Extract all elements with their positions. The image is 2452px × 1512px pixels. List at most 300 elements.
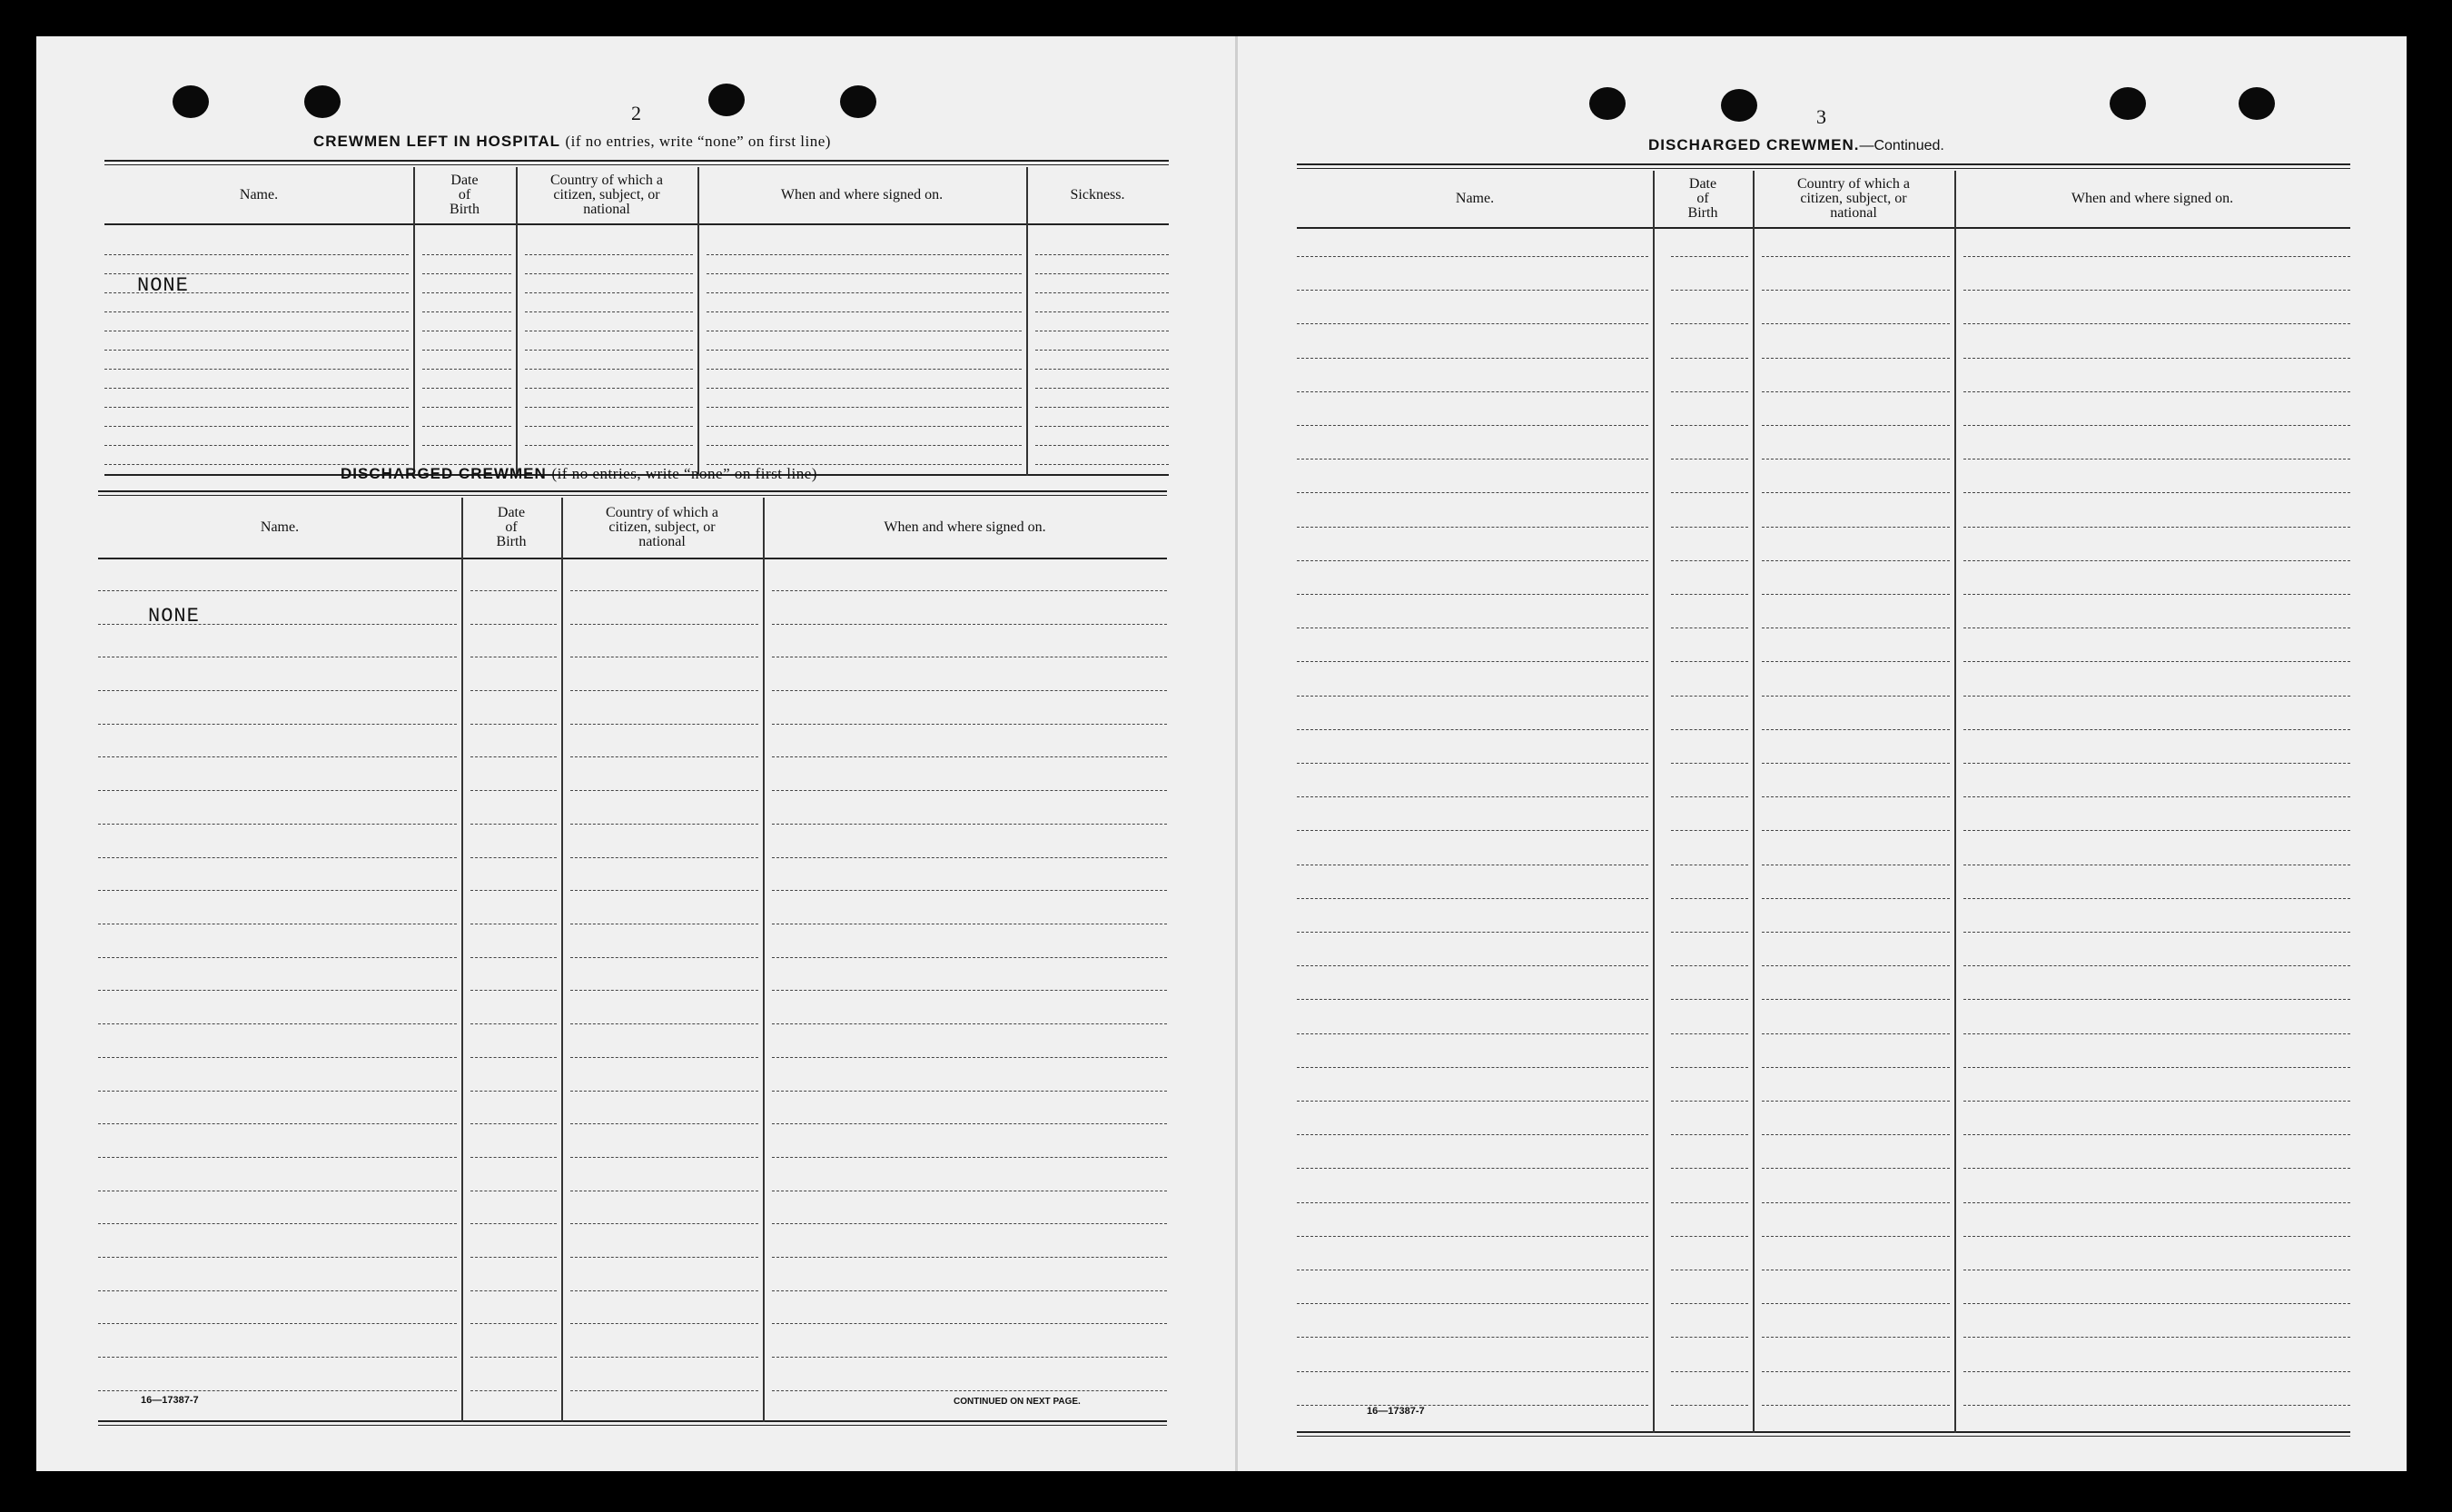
ruled-line (470, 624, 557, 625)
ruled-line (98, 624, 457, 625)
discharged-table-right (1297, 163, 2350, 1435)
ruled-line (470, 724, 557, 725)
ruled-line (1671, 796, 1748, 797)
ruled-line (1963, 1202, 2350, 1203)
ruled-line (1671, 965, 1748, 966)
punch-hole-2 (304, 85, 341, 118)
ruled-line (1671, 661, 1748, 662)
ruled-line (570, 1390, 758, 1391)
discharged-section-title (341, 465, 817, 483)
ruled-line (1963, 560, 2350, 561)
ruled-line (104, 350, 409, 351)
discharged-right-header-signed-on: When and where signed on. (2071, 191, 2234, 206)
ruled-line (1297, 1168, 1648, 1169)
ruled-line (707, 350, 1022, 351)
ruled-line (1762, 391, 1950, 392)
punch-hole-5 (1589, 87, 1626, 120)
ruled-line (1963, 391, 2350, 392)
ruled-line (1297, 796, 1648, 797)
ruled-line (98, 1223, 457, 1224)
form-number-right: 16—17387-7 (1367, 1406, 1425, 1417)
ruled-line (1963, 425, 2350, 426)
ruled-line (470, 824, 557, 825)
ruled-line (525, 273, 693, 274)
ruled-line (570, 824, 758, 825)
form-number-left: 16—17387-7 (141, 1395, 199, 1406)
ruled-line (570, 1057, 758, 1058)
ruled-line (1762, 256, 1950, 257)
ruled-line (1762, 1337, 1950, 1338)
ruled-line (772, 690, 1167, 691)
ruled-line (1297, 560, 1648, 561)
ruled-line (1671, 290, 1748, 291)
ruled-line (470, 1223, 557, 1224)
ruled-line (1671, 729, 1748, 730)
ruled-line (104, 445, 409, 446)
ruled-line (470, 1257, 557, 1258)
ruled-line (1297, 1303, 1648, 1304)
ruled-line (1297, 1067, 1648, 1068)
ruled-line (1297, 459, 1648, 460)
ruled-line (570, 724, 758, 725)
ruled-line (570, 1290, 758, 1291)
discharged-right-dob-line3: Birth (1687, 205, 1718, 221)
ruled-line (1963, 796, 2350, 797)
page-fold (1235, 36, 1238, 1471)
ruled-line (1963, 358, 2350, 359)
ruled-line (422, 311, 511, 312)
ruled-line (98, 1091, 457, 1092)
ruled-line (570, 1123, 758, 1124)
page-number-left: 2 (631, 102, 641, 124)
ruled-line (1963, 1371, 2350, 1372)
ruled-line (470, 590, 557, 591)
discharged-left-country-line2: citizen, subject, or (608, 519, 716, 535)
ruled-line (1297, 1236, 1648, 1237)
ruled-line (470, 756, 557, 757)
ruled-line (104, 273, 409, 274)
ruled-line (570, 957, 758, 958)
discharged-right-country-line2: citizen, subject, or (1800, 191, 1907, 206)
ruled-line (772, 590, 1167, 591)
hospital-dash-rows (104, 160, 1169, 478)
ruled-line (1671, 1202, 1748, 1203)
ruled-line (470, 790, 557, 791)
ruled-line (1671, 1168, 1748, 1169)
ruled-line (1671, 1236, 1748, 1237)
hospital-header-signed-on: When and where signed on. (780, 187, 944, 203)
ruled-line (570, 990, 758, 991)
ruled-line (1035, 426, 1169, 427)
ruled-line (525, 407, 693, 408)
ruled-line (772, 1323, 1167, 1324)
ruled-line (98, 824, 457, 825)
ruled-line (1762, 594, 1950, 595)
discharged-title-text: DISCHARGED CREWMEN (341, 465, 547, 482)
hospital-title-text: CREWMEN LEFT IN HOSPITAL (313, 133, 560, 150)
ruled-line (772, 1091, 1167, 1092)
ruled-line (104, 254, 409, 255)
ruled-line (1963, 763, 2350, 764)
ruled-line (772, 990, 1167, 991)
right-section-title (1648, 136, 1944, 154)
ruled-line (570, 1323, 758, 1324)
ruled-line (1671, 1405, 1748, 1406)
ruled-line (470, 1023, 557, 1024)
ruled-line (1671, 1337, 1748, 1338)
ruled-line (570, 790, 758, 791)
ruled-line (1963, 1033, 2350, 1034)
ruled-line (772, 724, 1167, 725)
ruled-line (570, 690, 758, 691)
ruled-line (707, 254, 1022, 255)
right-title-continued: —Continued. (1859, 138, 1944, 153)
ruled-line (422, 254, 511, 255)
ruled-line (707, 426, 1022, 427)
punch-hole-7 (2110, 87, 2146, 120)
ruled-line (1297, 1134, 1648, 1135)
ruled-line (1297, 391, 1648, 392)
ruled-line (772, 1290, 1167, 1291)
ruled-line (1297, 661, 1648, 662)
ruled-line (1762, 999, 1950, 1000)
ruled-line (1297, 1101, 1648, 1102)
hospital-table (104, 160, 1169, 478)
ruled-line (1671, 1371, 1748, 1372)
ruled-line (570, 1357, 758, 1358)
ruled-line (104, 292, 409, 293)
ruled-line (470, 1323, 557, 1324)
ruled-line (1671, 1033, 1748, 1034)
hospital-instruction: (if no entries, write “none” on first line) (565, 133, 831, 150)
ruled-line (1035, 407, 1169, 408)
ruled-line (1297, 358, 1648, 359)
ruled-line (98, 1323, 457, 1324)
ruled-line (470, 1057, 557, 1058)
ruled-line (1035, 350, 1169, 351)
ruled-line (1963, 696, 2350, 697)
ruled-line (1762, 763, 1950, 764)
ruled-line (1297, 696, 1648, 697)
ruled-line (98, 1357, 457, 1358)
discharged-left-dob-line3: Birth (496, 534, 527, 549)
ruled-line (1671, 696, 1748, 697)
ruled-line (707, 445, 1022, 446)
ruled-line (1762, 1202, 1950, 1203)
ruled-line (1963, 1405, 2350, 1406)
discharged-right-dob-line1: Date (1688, 176, 1717, 192)
ruled-line (1762, 560, 1950, 561)
ruled-line (772, 1223, 1167, 1224)
ruled-line (1762, 1033, 1950, 1034)
ruled-line (1963, 527, 2350, 528)
ruled-line (525, 292, 693, 293)
ruled-line (1762, 1405, 1950, 1406)
ruled-line (1035, 388, 1169, 389)
hospital-section-title (313, 133, 831, 151)
ruled-line (1671, 256, 1748, 257)
ruled-line (1963, 1134, 2350, 1135)
hospital-dob-line2: of (458, 187, 471, 203)
ruled-line (1297, 830, 1648, 831)
ruled-line (1963, 830, 2350, 831)
hospital-country-line3: national (583, 202, 630, 217)
discharged-instruction: (if no entries, write “none” on first line) (551, 465, 817, 482)
ruled-line (104, 311, 409, 312)
ruled-line (570, 624, 758, 625)
ruled-line (772, 1023, 1167, 1024)
page-number-right: 3 (1816, 105, 1826, 128)
ruled-line (1963, 594, 2350, 595)
ruled-line (470, 1091, 557, 1092)
ruled-line (1671, 459, 1748, 460)
ruled-line (470, 1357, 557, 1358)
ruled-line (1671, 391, 1748, 392)
ruled-line (470, 1290, 557, 1291)
punch-hole-8 (2239, 87, 2275, 120)
ruled-line (1963, 932, 2350, 933)
ruled-line (98, 857, 457, 858)
ruled-line (98, 1057, 457, 1058)
ruled-line (1671, 425, 1748, 426)
ruled-line (1297, 425, 1648, 426)
ruled-line (1963, 459, 2350, 460)
ruled-line (1762, 527, 1950, 528)
ruled-line (98, 1123, 457, 1124)
ruled-line (1963, 999, 2350, 1000)
ruled-line (1671, 763, 1748, 764)
ruled-line (98, 590, 457, 591)
ruled-line (707, 407, 1022, 408)
ruled-line (98, 724, 457, 725)
ruled-line (1762, 830, 1950, 831)
discharged-left-country-line1: Country of which a (606, 505, 718, 520)
ruled-line (1297, 729, 1648, 730)
ruled-line (525, 369, 693, 370)
ruled-line (1297, 1202, 1648, 1203)
ruled-line (1762, 898, 1950, 899)
ruled-line (525, 388, 693, 389)
ruled-line (1297, 492, 1648, 493)
ruled-line (1297, 932, 1648, 933)
ruled-line (525, 254, 693, 255)
ruled-line (1035, 369, 1169, 370)
hospital-header-name: Name. (239, 187, 279, 203)
ruled-line (422, 292, 511, 293)
ruled-line (1035, 311, 1169, 312)
ruled-line (98, 1290, 457, 1291)
discharged-entry: NONE (148, 605, 200, 628)
discharged-right-dash-rows (1297, 163, 2350, 1435)
ruled-line (1963, 965, 2350, 966)
ruled-line (772, 957, 1167, 958)
ruled-line (470, 690, 557, 691)
ruled-line (772, 790, 1167, 791)
continued-note: CONTINUED ON NEXT PAGE. (954, 1397, 1081, 1407)
ruled-line (707, 311, 1022, 312)
ruled-line (470, 957, 557, 958)
ruled-line (1963, 1236, 2350, 1237)
ruled-line (104, 426, 409, 427)
ruled-line (1671, 1067, 1748, 1068)
ruled-line (1035, 292, 1169, 293)
ruled-line (422, 407, 511, 408)
ruled-line (772, 1257, 1167, 1258)
ruled-line (1297, 527, 1648, 528)
ruled-line (422, 350, 511, 351)
ruled-line (1762, 492, 1950, 493)
ruled-line (570, 1023, 758, 1024)
ruled-line (1762, 1101, 1950, 1102)
ruled-line (1297, 898, 1648, 899)
discharged-table-left (98, 490, 1167, 1426)
ruled-line (1297, 323, 1648, 324)
hospital-dob-line3: Birth (450, 202, 480, 217)
ruled-line (707, 273, 1022, 274)
ruled-line (772, 824, 1167, 825)
ruled-line (98, 756, 457, 757)
ruled-line (1035, 464, 1169, 465)
ruled-line (1963, 661, 2350, 662)
ruled-line (98, 890, 457, 891)
ruled-line (98, 957, 457, 958)
ruled-line (1671, 830, 1748, 831)
punch-hole-3 (708, 84, 745, 116)
ruled-line (1762, 358, 1950, 359)
ruled-line (470, 1157, 557, 1158)
hospital-country-line1: Country of which a (550, 173, 663, 188)
ruled-line (570, 590, 758, 591)
ruled-line (1762, 1236, 1950, 1237)
ruled-line (98, 1257, 457, 1258)
ruled-line (707, 292, 1022, 293)
ruled-line (707, 388, 1022, 389)
ruled-line (1297, 290, 1648, 291)
ruled-line (1297, 1337, 1648, 1338)
ruled-line (570, 890, 758, 891)
ruled-line (525, 350, 693, 351)
discharged-left-dob-line1: Date (497, 505, 526, 520)
right-title-text: DISCHARGED CREWMEN. (1648, 136, 1860, 153)
ruled-line (1762, 1303, 1950, 1304)
ruled-line (570, 756, 758, 757)
ruled-line (707, 369, 1022, 370)
ruled-line (1762, 1371, 1950, 1372)
ruled-line (104, 388, 409, 389)
ruled-line (772, 1123, 1167, 1124)
ruled-line (1762, 796, 1950, 797)
ruled-line (470, 890, 557, 891)
ruled-line (1762, 729, 1950, 730)
discharged-left-dash-rows (98, 490, 1167, 1426)
ruled-line (1762, 1168, 1950, 1169)
ruled-line (1762, 1134, 1950, 1135)
ruled-line (1963, 492, 2350, 493)
ruled-line (422, 426, 511, 427)
hospital-dob-line1: Date (450, 173, 479, 188)
ruled-line (1762, 696, 1950, 697)
ruled-line (1035, 273, 1169, 274)
ruled-line (1762, 1067, 1950, 1068)
ruled-line (98, 1157, 457, 1158)
hospital-header-sickness: Sickness. (1070, 187, 1125, 203)
ruled-line (1297, 1033, 1648, 1034)
ruled-line (772, 1157, 1167, 1158)
ruled-line (422, 369, 511, 370)
punch-hole-4 (840, 85, 876, 118)
discharged-right-header-name: Name. (1455, 191, 1495, 206)
ruled-line (1297, 256, 1648, 257)
ruled-line (1297, 999, 1648, 1000)
ruled-line (470, 857, 557, 858)
punch-hole-6 (1721, 89, 1757, 122)
ruled-line (1762, 932, 1950, 933)
ruled-line (525, 445, 693, 446)
ruled-line (1963, 323, 2350, 324)
discharged-left-header-signed-on: When and where signed on. (884, 519, 1046, 535)
ruled-line (1963, 729, 2350, 730)
punch-hole-1 (173, 85, 209, 118)
ruled-line (772, 756, 1167, 757)
ruled-line (1762, 290, 1950, 291)
ruled-line (1671, 594, 1748, 595)
ruled-line (470, 1123, 557, 1124)
ruled-line (1963, 1067, 2350, 1068)
ruled-line (1963, 1168, 2350, 1169)
ruled-line (1963, 1101, 2350, 1102)
ruled-line (1963, 256, 2350, 257)
ruled-line (1762, 323, 1950, 324)
ruled-line (772, 1057, 1167, 1058)
ruled-line (1671, 358, 1748, 359)
ruled-line (98, 990, 457, 991)
ruled-line (772, 890, 1167, 891)
ruled-line (1762, 661, 1950, 662)
discharged-left-dob-line2: of (505, 519, 518, 535)
ruled-line (98, 1390, 457, 1391)
ruled-line (1762, 965, 1950, 966)
ruled-line (1762, 425, 1950, 426)
ruled-line (98, 1023, 457, 1024)
ruled-line (104, 369, 409, 370)
ruled-line (1671, 1134, 1748, 1135)
ruled-line (1297, 1371, 1648, 1372)
ruled-line (1671, 323, 1748, 324)
ruled-line (1671, 898, 1748, 899)
ruled-line (98, 790, 457, 791)
ruled-line (470, 1390, 557, 1391)
ruled-line (1035, 445, 1169, 446)
ruled-line (1671, 1101, 1748, 1102)
ruled-line (470, 990, 557, 991)
ledger-sheet (36, 36, 2407, 1471)
ruled-line (1035, 254, 1169, 255)
ruled-line (1297, 763, 1648, 764)
ruled-line (1963, 1303, 2350, 1304)
ruled-line (772, 1390, 1167, 1391)
hospital-entry: NONE (137, 274, 189, 297)
ruled-line (422, 388, 511, 389)
discharged-right-country-line3: national (1830, 205, 1877, 221)
ruled-line (1671, 560, 1748, 561)
ruled-line (570, 857, 758, 858)
discharged-right-country-line1: Country of which a (1797, 176, 1910, 192)
discharged-right-dob-line2: of (1696, 191, 1709, 206)
ruled-line (772, 624, 1167, 625)
ruled-line (525, 426, 693, 427)
ruled-line (104, 407, 409, 408)
ruled-line (1671, 999, 1748, 1000)
